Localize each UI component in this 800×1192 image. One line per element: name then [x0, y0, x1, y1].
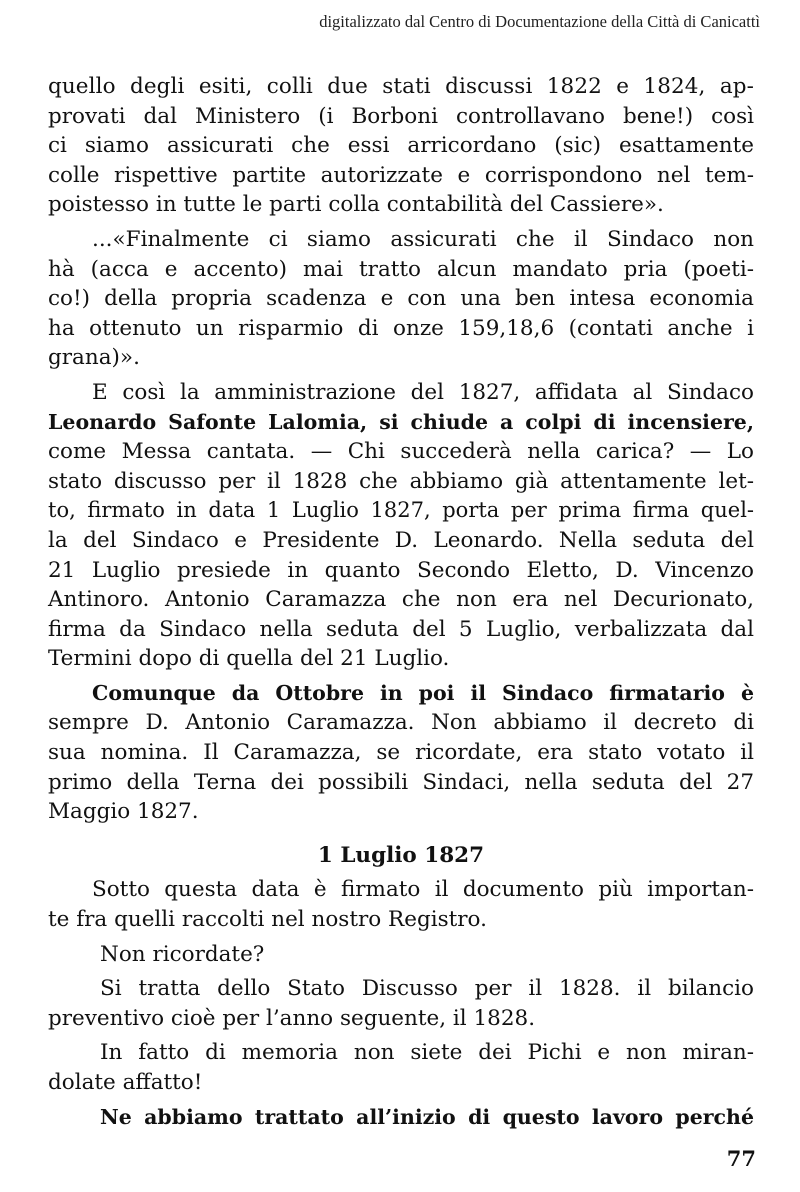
- text-line: Leonardo Safonte Lalomia, si chiude a colpi di incensiere,: [48, 409, 754, 434]
- text-line: te fra quelli raccolti nel nostro Registro.: [48, 907, 487, 933]
- text-line: grana)».: [48, 345, 140, 371]
- text-line: provati dal Ministero (i Borboni controllavano bene!) così: [48, 103, 754, 129]
- text-line: la del Sindaco e Presidente D. Leonardo. Nella seduta del: [48, 527, 754, 553]
- page-number: 77: [726, 1146, 756, 1171]
- text-line: colle rispettive partite autorizzate e corrispondono nel tem-: [48, 162, 754, 188]
- text-line: Comunque da Ottobre in poi il Sindaco firmatario è: [92, 680, 754, 705]
- text-line: In fatto di memoria non siete dei Pichi e non miran-: [100, 1040, 754, 1066]
- text-line: Antinoro. Antonio Caramazza che non era nel Decurionato,: [48, 587, 754, 613]
- paragraph: [48, 225, 754, 373]
- paragraph: [48, 875, 754, 934]
- text-line: hà (acca e accento) mai tratto alcun mandato pria (poeti-: [48, 256, 754, 282]
- text-line: stato discusso per il 1828 che abbiamo già attentamente let-: [48, 468, 754, 494]
- digitization-header: digitalizzato dal Centro di Documentazione della Città di Canicattì: [319, 12, 760, 31]
- text-line: Termini dopo di quella del 21 Luglio.: [48, 646, 450, 672]
- text-line: E così la amministrazione del 1827, affidata al Sindaco: [92, 379, 754, 405]
- text-line: come Messa cantata. — Chi succederà nella carica? — Lo: [48, 439, 754, 465]
- text-line: Sotto questa data è firmato il documento più importan-: [92, 877, 754, 903]
- text-line: ci siamo assicurati che essi arricordano (sic) esattamente: [48, 133, 754, 159]
- text-line: Maggio 1827.: [48, 799, 199, 825]
- text-line: poistesso in tutte le parti colla contabilità del Cassiere».: [48, 192, 664, 218]
- text-line: ha ottenuto un risparmio di onze 159,18,6 (contati anche i: [48, 315, 754, 341]
- text-line: ...«Finalmente ci siamo assicurati che il Sindaco non: [92, 226, 754, 252]
- paragraph: [48, 679, 754, 827]
- text-line: 21 Luglio presiede in quanto Secondo Eletto, D. Vincenzo: [48, 557, 754, 583]
- paragraph: [48, 974, 754, 1033]
- text-line: Non ricordate?: [100, 941, 265, 967]
- text-line: Si tratta dello Stato Discusso per il 1828. il bilancio: [100, 976, 754, 1002]
- text-line: preventivo cioè per l’anno seguente, il 1828.: [48, 1005, 536, 1031]
- text-line: firma da Sindaco nella seduta del 5 Luglio, verbalizzata dal: [48, 616, 754, 642]
- text-line: to, firmato in data 1 Luglio 1827, porta per prima firma quel-: [48, 498, 754, 523]
- paragraph: [48, 378, 754, 674]
- paragraph: [48, 72, 754, 220]
- section-heading: 1 Luglio 1827: [317, 842, 485, 868]
- text-line: Ne abbiamo trattato all’inizio di questo lavoro perché: [100, 1104, 754, 1129]
- text-line: dolate affatto!: [48, 1070, 203, 1095]
- text-line: quello degli esiti, colli due stati discussi 1822 e 1824, ap-: [48, 74, 754, 99]
- paragraph: [48, 1038, 754, 1097]
- text-line: co!) della propria scadenza e con una ben intesa economia: [48, 286, 754, 312]
- text-line: sua nomina. Il Caramazza, se ricordate, era stato votato il: [48, 740, 754, 766]
- page-body: [48, 72, 754, 1132]
- text-line: primo della Terna dei possibili Sindaci, nella seduta del 27: [48, 769, 754, 795]
- text-line: sempre D. Antonio Caramazza. Non abbiamo il decreto di: [48, 710, 754, 736]
